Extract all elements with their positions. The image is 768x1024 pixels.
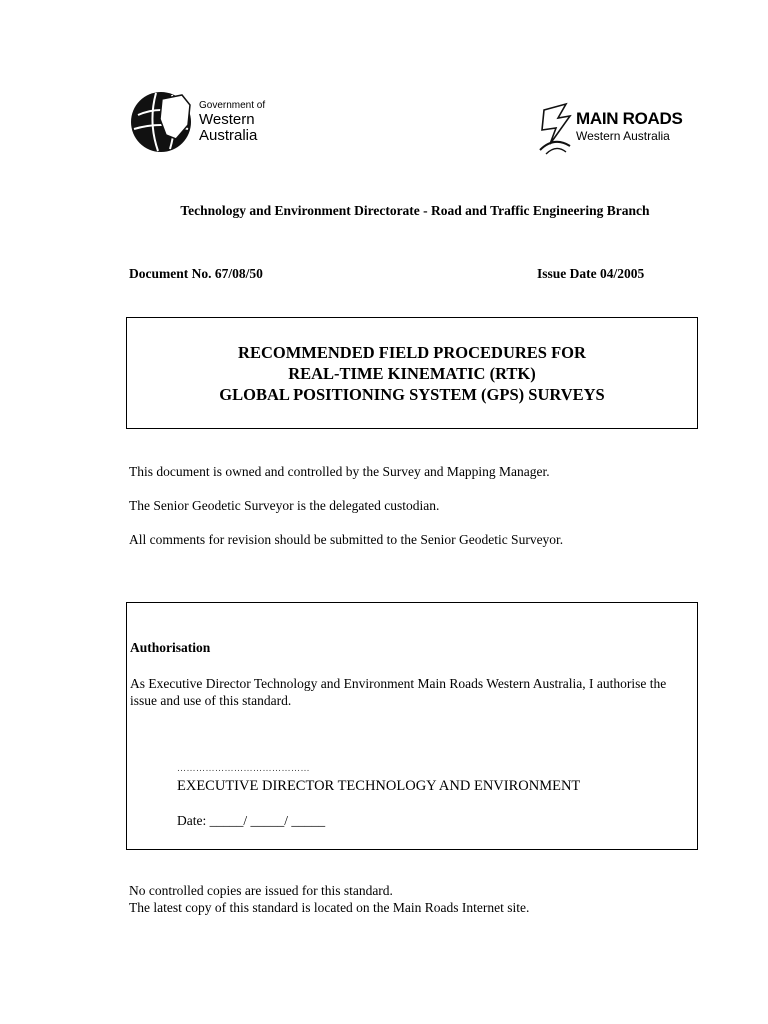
ownership-paragraph-1: This document is owned and controlled by the Survey and Mapping Manager. bbox=[129, 464, 550, 479]
directorate-heading: Technology and Environment Directorate - Road and Traffic Engineering Branch bbox=[180, 203, 650, 218]
authorisation-box bbox=[126, 602, 698, 850]
signatory-title: EXECUTIVE DIRECTOR TECHNOLOGY AND ENVIRONMENT bbox=[177, 778, 581, 794]
wa-logo-line1: Government of bbox=[199, 100, 266, 111]
main-roads-logo-text bbox=[576, 110, 683, 142]
title-line-2: REAL-TIME KINEMATIC (RTK) bbox=[288, 364, 536, 383]
issue-date: Issue Date 04/2005 bbox=[537, 266, 645, 281]
ownership-paragraph-3: All comments for revision should be submitted to the Senior Geodetic Surveyor. bbox=[129, 532, 564, 547]
main-roads-subtitle: Western Australia bbox=[576, 129, 670, 143]
footer-line-2: The latest copy of this standard is located on the Main Roads Internet site. bbox=[129, 900, 530, 915]
title-line-3: GLOBAL POSITIONING SYSTEM (GPS) SURVEYS bbox=[219, 385, 605, 404]
authorisation-statement: As Executive Director Technology and Environment Main Roads Western Australia, I authorise the issue and use of this standard. bbox=[130, 676, 667, 708]
wa-logo-line2: Western bbox=[199, 111, 255, 128]
wa-logo-text bbox=[199, 101, 265, 143]
footer-line-1: No controlled copies are issued for this standard. bbox=[129, 883, 393, 898]
document-number: Document No. 67/08/50 bbox=[129, 266, 263, 281]
authorisation-heading: Authorisation bbox=[130, 640, 211, 655]
ownership-paragraph-2: The Senior Geodetic Surveyor is the delegated custodian. bbox=[129, 498, 440, 513]
signature-line: …………………………………… bbox=[177, 763, 310, 773]
document-title bbox=[127, 342, 697, 405]
main-roads-logo-icon bbox=[536, 100, 576, 158]
date-field: Date: _____/ _____/ _____ bbox=[177, 813, 326, 828]
document-title-box bbox=[126, 317, 698, 429]
main-roads-title: MAIN ROADS bbox=[576, 109, 683, 128]
wa-logo-line3: Australia bbox=[199, 127, 258, 144]
title-line-1: RECOMMENDED FIELD PROCEDURES FOR bbox=[238, 343, 586, 362]
footer-notes bbox=[129, 882, 529, 916]
